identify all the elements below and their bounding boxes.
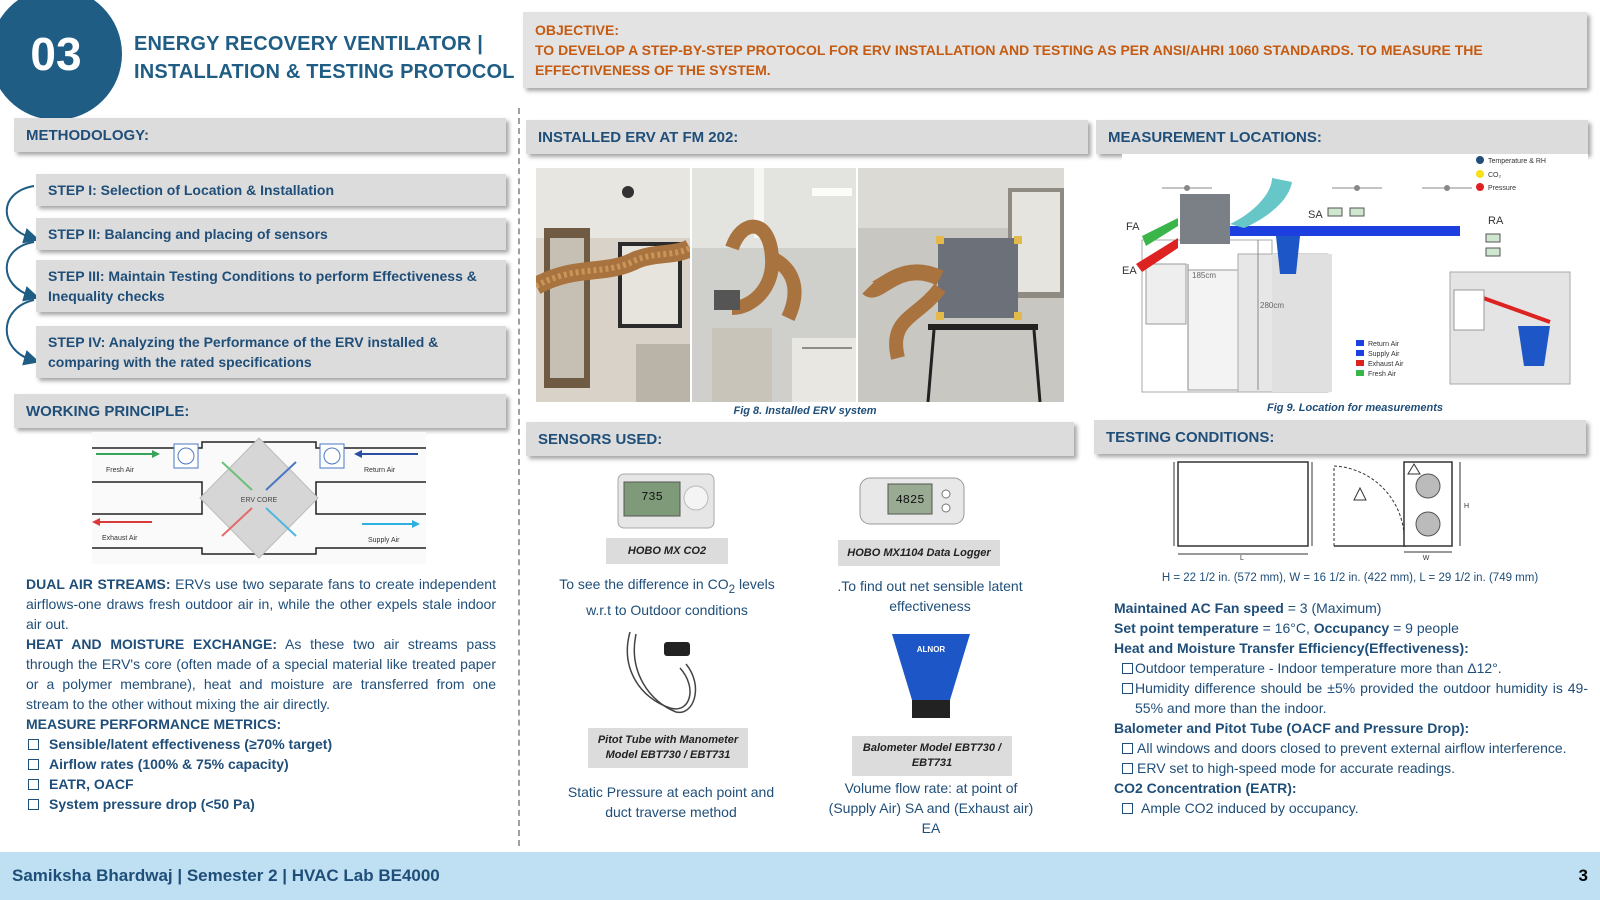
co2-item-1: Ample CO2 induced by occupancy.	[1141, 800, 1359, 816]
balometer-list	[1114, 738, 1588, 778]
hobo-co2-label: HOBO MX CO2	[606, 538, 728, 564]
page-title-line1: ENERGY RECOVERY VENTILATOR |	[134, 33, 484, 55]
footer-text: Samiksha Bhardwaj | Semester 2 | HVAC Lab BE4000	[12, 866, 440, 885]
dual-air-streams-text: ERVs use two separate fans to create independent airflows-one draws fresh outdoor air in, while the other expels stale indoor air out.	[26, 576, 496, 632]
section-number-badge	[0, 0, 122, 120]
hobo-co2-image	[616, 472, 716, 530]
erv-core-label: ERV CORE	[240, 497, 278, 504]
dual-air-streams-title: DUAL AIR STREAMS:	[26, 576, 171, 592]
checkbox-icon	[1122, 683, 1133, 694]
co2-title: CO2 Concentration (EATR):	[1114, 780, 1297, 796]
metrics-list	[26, 734, 496, 814]
dual-air-streams-para	[26, 574, 496, 634]
step-2-text: STEP II: Balancing and placing of sensors	[48, 226, 328, 242]
heat-moisture-title: HEAT AND MOISTURE EXCHANGE:	[26, 636, 278, 652]
metric-1: Sensible/latent effectiveness (≥70% target)	[49, 736, 333, 752]
balometer-label: Balometer Model EBT730 / EBT731	[852, 736, 1012, 776]
step-3-text: STEP III: Maintain Testing Conditions to perform Effectiveness & Inequality checks	[48, 268, 477, 304]
key-sa: Supply Air	[1368, 351, 1400, 358]
dim-w-label: W	[1422, 555, 1430, 560]
hobo-mx1104-screen: 4825	[895, 493, 925, 507]
installed-erv-heading-text: INSTALLED ERV AT FM 202:	[538, 128, 739, 146]
co2-list	[1114, 798, 1588, 818]
step-4	[36, 326, 506, 378]
heat-item-1: Outdoor temperature - Indoor temperature more than Δ12°.	[1135, 660, 1502, 676]
list-item	[26, 774, 496, 794]
erv-dimension-diagram	[1160, 458, 1490, 560]
list-item	[1122, 658, 1588, 678]
erv-photo-3	[858, 168, 1064, 402]
label-fa: FA	[1126, 221, 1140, 233]
hobo-co2-desc-b: levels w.r.t to Outdoor conditions	[586, 576, 775, 618]
objective-text: TO DEVELOP A STEP-BY-STEP PROTOCOL FOR ERV INSTALLATION AND TESTING AS PER ANSI/AHRI 1060 STANDARDS. TO MEASURE THE EFFECTIVENESS OF THE SYSTEM.	[535, 42, 1483, 78]
hobo-co2-desc-sub: 2	[728, 582, 736, 596]
heat-moisture-para	[26, 634, 496, 714]
heat-title: Heat and Moisture Transfer Efficiency(Effectiveness):	[1114, 640, 1469, 656]
column-divider	[518, 108, 520, 846]
step-1-text: STEP I: Selection of Location & Installation	[48, 182, 334, 198]
testing-conditions-heading-text: TESTING CONDITIONS:	[1106, 428, 1275, 446]
working-principle-heading	[14, 394, 506, 428]
setpoint-value: = 16°C,	[1258, 620, 1314, 636]
key-fa: Fresh Air	[1368, 371, 1397, 378]
objective-label: OBJECTIVE:	[535, 22, 620, 38]
label-ra: RA	[1488, 215, 1504, 227]
key-ea: Exhaust Air	[1368, 361, 1404, 368]
list-item	[26, 794, 496, 814]
installed-erv-heading	[526, 120, 1088, 154]
dim-185: 185cm	[1192, 271, 1217, 280]
testing-conditions-text	[1114, 598, 1588, 818]
exhaust-air-label: Exhaust Air	[102, 535, 138, 542]
pitot-tube-desc: Static Pressure at each point and duct traverse method	[567, 784, 775, 820]
footer	[0, 852, 1600, 900]
occupancy-value: = 9 people	[1389, 620, 1459, 636]
balometer-brand: ALNOR	[916, 645, 946, 654]
erv-working-diagram	[92, 432, 426, 564]
fresh-air-label: Fresh Air	[106, 467, 135, 474]
pitot-tube-label: Pitot Tube with Manometer Model EBT730 / EBT731	[588, 728, 748, 768]
balometer-item-2: ERV set to high-speed mode for accurate readings.	[1137, 760, 1456, 776]
step-flow-arrows	[0, 178, 40, 368]
section-number: 03	[30, 28, 82, 80]
balometer-title: Balometer and Pitot Tube (OACF and Pressure Drop):	[1114, 720, 1470, 736]
metric-4: System pressure drop (<50 Pa)	[49, 796, 255, 812]
page-title	[134, 30, 515, 86]
list-item	[1122, 738, 1588, 758]
page-title-line2: INSTALLATION & TESTING PROTOCOL	[134, 61, 515, 83]
key-ra: Return Air	[1368, 341, 1400, 348]
step-4-text: STEP IV: Analyzing the Performance of the ERV installed & comparing with the rated specifications	[48, 334, 439, 370]
measurement-locations-heading-text: MEASUREMENT LOCATIONS:	[1108, 128, 1322, 146]
fan-speed-line	[1114, 598, 1588, 618]
erv-photo-2	[692, 168, 856, 402]
legend-co2: CO₂	[1488, 172, 1502, 179]
label-sa: SA	[1308, 209, 1323, 221]
metric-2: Airflow rates (100% & 75% capacity)	[49, 756, 289, 772]
step-2	[36, 218, 506, 250]
balometer-item-1: All windows and doors closed to prevent external airflow interference.	[1137, 740, 1567, 756]
testing-conditions-heading	[1094, 420, 1586, 454]
hobo-co2-desc-a: To see the difference in CO	[559, 576, 729, 592]
dim-h-label: H	[1464, 503, 1470, 510]
list-item	[26, 754, 496, 774]
metrics-title: MEASURE PERFORMANCE METRICS:	[26, 716, 282, 732]
methodology-heading-text: METHODOLOGY:	[26, 126, 150, 144]
list-item	[1122, 758, 1588, 778]
pitot-tube-image	[620, 628, 720, 724]
setpoint-label: Set point temperature	[1114, 620, 1259, 636]
heat-list	[1114, 658, 1588, 718]
label-ea: EA	[1122, 265, 1137, 277]
page-number: 3	[1578, 866, 1588, 885]
checkbox-icon	[1122, 663, 1133, 674]
occupancy-label: Occupancy	[1313, 620, 1390, 636]
checkbox-icon	[1122, 803, 1133, 814]
list-item	[26, 734, 496, 754]
dimension-line: H = 22 1/2 in. (572 mm), W = 16 1/2 in. (422 mm), L = 29 1/2 in. (749 mm)	[1161, 572, 1539, 584]
fan-speed-label: Maintained AC Fan speed	[1114, 600, 1284, 616]
hobo-mx1104-image	[858, 474, 966, 528]
measurement-locations-heading	[1096, 120, 1588, 154]
hobo-mx1104-desc: .To find out net sensible latent effectiveness	[837, 578, 1023, 614]
checkbox-icon	[28, 739, 39, 750]
fig8-caption: Fig 8. Installed ERV system	[733, 405, 877, 417]
step-3	[36, 260, 506, 312]
supply-air-label: Supply Air	[368, 537, 400, 544]
dim-l-label: L	[1240, 555, 1244, 560]
objective-box	[523, 12, 1587, 88]
list-item	[1122, 798, 1588, 818]
checkbox-icon	[1122, 763, 1133, 774]
metric-3: EATR, OACF	[49, 776, 134, 792]
setpoint-line	[1114, 618, 1588, 638]
methodology-heading	[14, 118, 506, 152]
heat-item-2: Humidity difference should be ±5% provided the outdoor humidity is 49-55% and more than the indoor.	[1135, 680, 1588, 716]
checkbox-icon	[1122, 743, 1133, 754]
working-principle-heading-text: WORKING PRINCIPLE:	[26, 402, 190, 420]
fan-speed-value: = 3 (Maximum)	[1283, 600, 1382, 616]
sensors-heading-text: SENSORS USED:	[538, 430, 663, 448]
balometer-image	[888, 630, 974, 724]
heat-moisture-text: As these two air streams pass through the ERV's core (often made of a special material like treated paper or a polymer membrane), heat and moisture are transferred from one stream to the other without mixing the air directly.	[26, 636, 496, 712]
checkbox-icon	[28, 799, 39, 810]
step-1	[36, 174, 506, 206]
fig9-caption: Fig 9. Location for measurements	[1266, 402, 1444, 414]
erv-photo-1	[536, 168, 690, 402]
legend-pressure: Pressure	[1488, 185, 1517, 192]
hobo-mx1104-label: HOBO MX1104 Data Logger	[838, 540, 1000, 566]
return-air-label: Return Air	[364, 467, 396, 474]
list-item	[1122, 678, 1588, 718]
balometer-desc: Volume flow rate: at point of (Supply Air) SA and (Exhaust air) EA	[828, 780, 1034, 836]
checkbox-icon	[28, 759, 39, 770]
legend-temp: Temperature & RH	[1488, 158, 1546, 165]
working-principle-text	[26, 574, 496, 814]
checkbox-icon	[28, 779, 39, 790]
dim-280: 280cm	[1260, 301, 1285, 310]
hobo-co2-screen: 735	[641, 490, 663, 504]
hobo-co2-desc	[546, 574, 788, 620]
sensors-heading	[526, 422, 1074, 456]
measurement-locations-diagram	[1122, 154, 1588, 398]
